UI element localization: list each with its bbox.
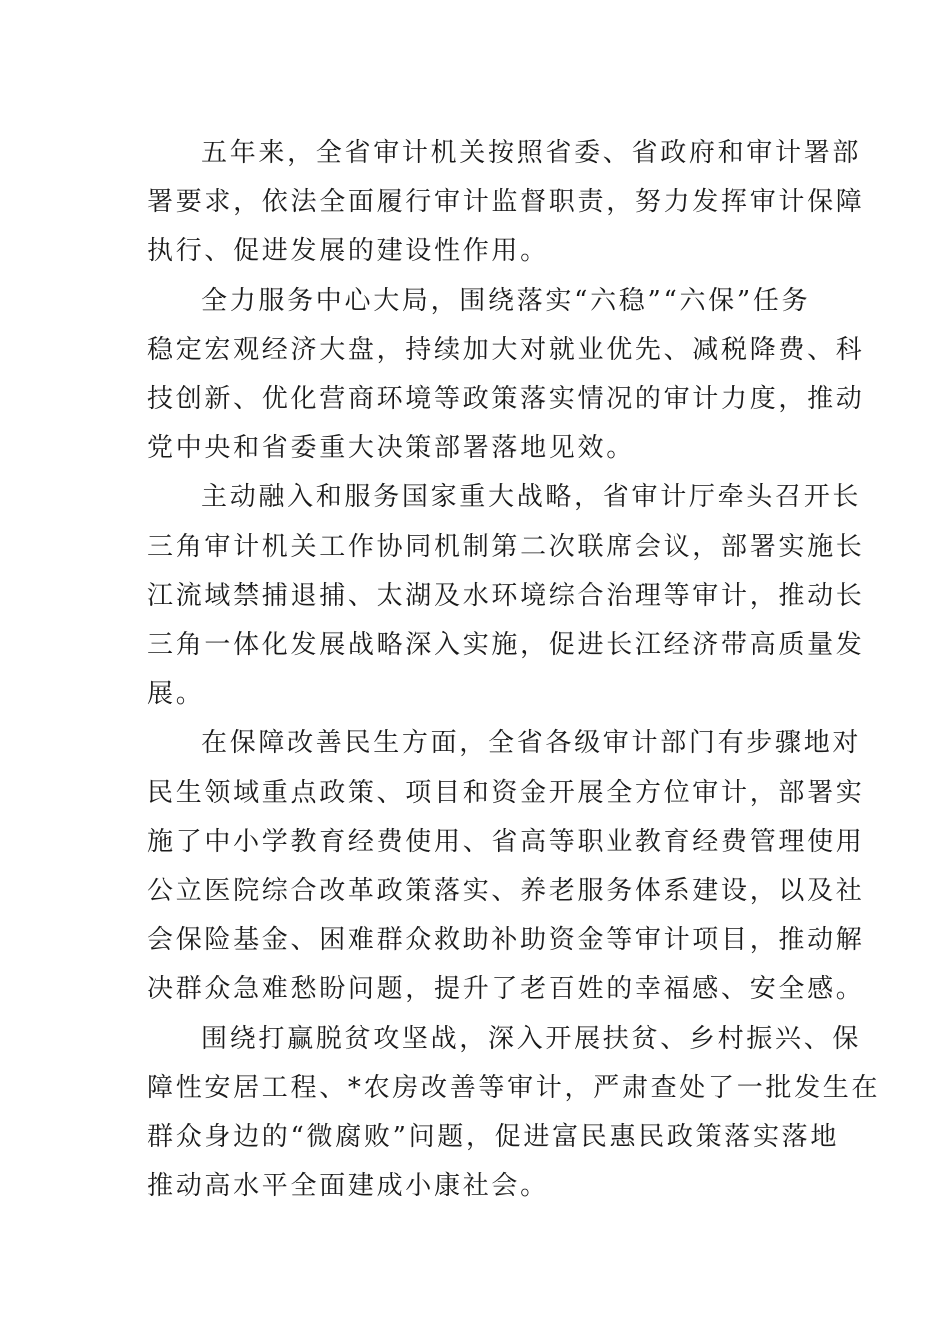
text-line: 推动高水平全面建成小康社会。 (147, 1171, 549, 1202)
text-line: 技创新、优化营商环境等政策落实情况的审计力度，推动 (147, 384, 865, 415)
text-line: 会保险基金、困难群众救助补助资金等审计项目，推动解 (147, 925, 865, 956)
text-line: 民生领域重点政策、项目和资金开展全方位审计，部署实 (147, 777, 865, 808)
text-line: 群众身边的“微腐败”问题，促进富民惠民政策落实落地 (147, 1122, 840, 1153)
paragraph-4 (147, 719, 865, 1014)
text-line: 围绕打赢脱贫攻坚战，深入开展扶贫、乡村振兴、保 (201, 1023, 862, 1054)
text-line: 五年来，全省审计机关按照省委、省政府和审计署部 (201, 138, 862, 168)
paragraph-5 (147, 1015, 881, 1212)
text-line: 展。 (147, 679, 205, 710)
text-line: 党中央和省委重大决策部署落地见效。 (147, 433, 635, 464)
text-line: 三角审计机关工作协同机制第二次联席会议，部署实施长 (147, 531, 865, 562)
text-line: 公立医院综合改革政策落实、养老服务体系建设，以及社 (147, 876, 865, 907)
paragraph-3 (147, 473, 865, 719)
text-line: 江流域禁捕退捕、太湖及水环境综合治理等审计，推动长 (147, 580, 865, 611)
text-line: 施了中小学教育经费使用、省高等职业教育经费管理使用 (147, 826, 865, 857)
text-line: 全力服务中心大局，围绕落实“六稳”“六保”任务 (201, 285, 811, 316)
text-line: 障性安居工程、*农房改善等审计，严肃查处了一批发生在 (147, 1072, 881, 1103)
body-text (147, 129, 881, 1211)
text-line: 主动融入和服务国家重大战略，省审计厅牵头召开长 (201, 482, 862, 513)
text-line: 决群众急难愁盼问题，提升了老百姓的幸福感、安全感。 (147, 974, 865, 1005)
paragraph-1 (147, 129, 865, 277)
text-line: 三角一体化发展战略深入实施，促进长江经济带高质量发 (147, 630, 865, 661)
text-line: 在保障改善民生方面，全省各级审计部门有步骤地对 (201, 728, 862, 759)
paragraph-2 (147, 277, 865, 474)
text-line: 稳定宏观经济大盘，持续加大对就业优先、减税降费、科 (147, 334, 865, 365)
text-line: 署要求，依法全面履行审计监督职责，努力发挥审计保障 (147, 187, 865, 218)
text-line: 执行、促进发展的建设性作用。 (147, 236, 549, 267)
